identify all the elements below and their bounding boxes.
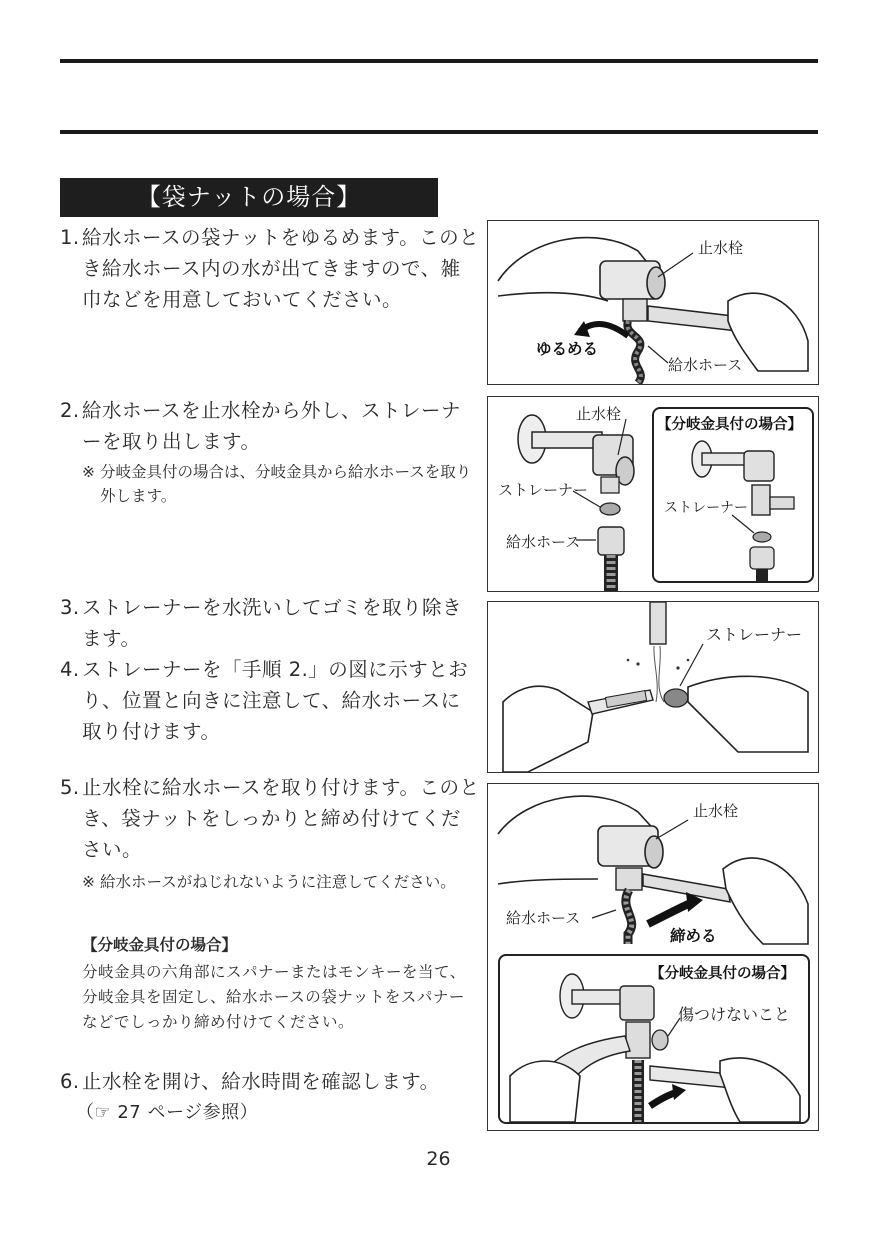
branch-fitting-inset xyxy=(498,954,810,1124)
hose-label: 給水ホース xyxy=(506,533,581,551)
page-reference: （☞ 27 ページ参照） xyxy=(76,1102,259,1123)
step-text: 止水栓に給水ホースを取り付けます。このとき、袋ナットをしっかりと締め付けてください。 xyxy=(82,776,480,861)
page-number: 26 xyxy=(426,1148,451,1170)
step-6 xyxy=(60,1066,480,1097)
step-4 xyxy=(60,654,480,747)
figure-wash-strainer xyxy=(487,601,819,773)
stop-valve-label: 止水栓 xyxy=(693,802,739,820)
caution-label: 傷つけないこと xyxy=(678,1005,791,1024)
step-text: 止水栓を開け、給水時間を確認します。 xyxy=(82,1070,440,1093)
branch-fitting-inset xyxy=(652,407,814,583)
branch-paragraph: 分岐金具の六角部にスパナーまたはモンキーを当て、分岐金具を固定し、給水ホースの袋ナットをスパナーなどでしっかり締め付けてください。 xyxy=(82,963,466,1031)
step-number: 1. xyxy=(60,226,80,249)
hose-label: 給水ホース xyxy=(506,909,581,927)
step-1 xyxy=(60,222,480,315)
top-rule xyxy=(60,59,818,63)
step-text: 給水ホースの袋ナットをゆるめます。このとき給水ホース内の水が出てきますので、雑巾などを用意しておいてください。 xyxy=(82,226,480,311)
inset-strainer-label: ストレーナー xyxy=(664,500,748,516)
branch-fitting-illustration xyxy=(654,409,812,581)
tighten-label: 締める xyxy=(670,927,717,945)
step-number: 4. xyxy=(60,658,80,681)
note-mark: ※ xyxy=(82,873,95,891)
note-text: 給水ホースがねじれないように注意してください。 xyxy=(100,873,456,891)
step-3 xyxy=(60,592,480,654)
section-header: 【袋ナットの場合】 xyxy=(60,178,438,217)
branch-subheading: 【分岐金具付の場合】 xyxy=(82,936,238,954)
strainer-label: ストレーナー xyxy=(498,481,589,499)
step-number: 2. xyxy=(60,399,80,422)
note-mark: ※ xyxy=(82,463,95,481)
inset-title: 【分岐金具付の場合】 xyxy=(657,417,802,433)
step-text: 給水ホースを止水栓から外し、ストレーナーを取り出します。 xyxy=(82,399,462,453)
step-6-reference xyxy=(60,1097,480,1128)
figure-tighten-nut xyxy=(487,783,819,1131)
note-text: 分岐金具付の場合は、分岐金具から給水ホースを取り外します。 xyxy=(100,463,472,505)
step-number: 5. xyxy=(60,776,80,799)
header-rule xyxy=(60,130,818,134)
inset-title: 【分岐金具付の場合】 xyxy=(650,966,795,982)
step-number: 6. xyxy=(60,1070,80,1093)
figure-remove-strainer xyxy=(487,396,819,592)
step-text: ストレーナーを水洗いしてゴミを取り除きます。 xyxy=(82,596,463,650)
hose-label: 給水ホース xyxy=(668,356,743,374)
step-2 xyxy=(60,395,480,457)
loosen-illustration xyxy=(488,221,818,384)
step-5 xyxy=(60,772,480,865)
step-text: ストレーナーを「手順 2.」の図に示すとおり、位置と向きに注意して、給水ホースに取り付けます。 xyxy=(82,658,469,743)
figure-loosen-nut xyxy=(487,220,819,385)
step-number: 3. xyxy=(60,596,80,619)
step-5-note xyxy=(82,870,480,894)
step-2-note xyxy=(82,460,480,508)
stop-valve-label: 止水栓 xyxy=(576,405,622,423)
strainer-label: ストレーナー xyxy=(706,625,803,644)
stop-valve-label: 止水栓 xyxy=(698,239,744,257)
loosen-label: ゆるめる xyxy=(536,340,599,358)
